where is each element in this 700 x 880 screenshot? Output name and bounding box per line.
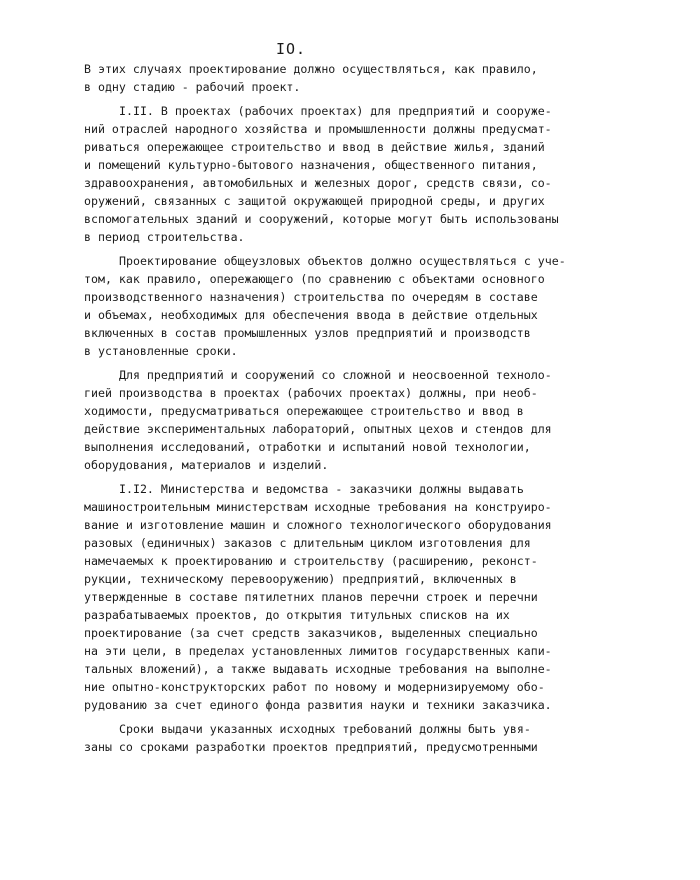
- text-line: проектирование (за счет средств заказчиков, выделенных специально: [84, 626, 538, 640]
- text-line: Для предприятий и сооружений со сложной и неосвоенной техноло-: [119, 368, 552, 382]
- text-line: утвержденные в составе пятилетних планов перечни строек и перечни: [84, 590, 538, 604]
- page-number: IO.: [276, 40, 307, 58]
- text-line: гией производства в проектах (рабочих проектах) должны, при необ-: [84, 386, 538, 400]
- text-line: включенных в состав промышленных узлов предприятий и производств: [84, 326, 531, 340]
- text-line: Проектирование общеузловых объектов должно осуществляться с уче-: [119, 254, 566, 268]
- text-line: в период строительства.: [84, 230, 245, 244]
- text-line: оборудования, материалов и изделий.: [84, 458, 329, 472]
- text-line: производственного назначения) строительства по очередям в составе: [84, 290, 538, 304]
- text-line: том, как правило, опережающего (по сравнению с объектами основного: [84, 272, 545, 286]
- text-line: и помещений культурно-бытового назначения, общественного питания,: [84, 158, 538, 172]
- text-line: рудованию за счет единого фонда развития науки и техники заказчика.: [84, 698, 552, 712]
- text-line: в установленные сроки.: [84, 344, 238, 358]
- text-line: рукции, техническому перевооружению) предприятий, включенных в: [84, 572, 517, 586]
- text-line: намечаемых к проектированию и строительству (расширению, реконст-: [84, 554, 538, 568]
- text-line: на эти цели, в пределах установленных лимитов государственных капи-: [84, 644, 552, 658]
- text-line: и объемах, необходимых для обеспечения ввода в действие отдельных: [84, 308, 538, 322]
- text-line: тальных вложений), а также выдавать исходные требования на выполне-: [84, 662, 552, 676]
- text-line: В этих случаях проектирование должно осуществляться, как правило,: [84, 62, 538, 76]
- text-line: оружений, связанных с защитой окружающей природной среды, и других: [84, 194, 545, 208]
- text-line: выполнения исследований, отработки и испытаний новой технологии,: [84, 440, 531, 454]
- text-line: действие экспериментальных лабораторий, опытных цехов и стендов для: [84, 422, 552, 436]
- text-line: I.II. В проектах (рабочих проектах) для предприятий и сооруже-: [119, 104, 552, 118]
- text-line: вание и изготовление машин и сложного технологического оборудования: [84, 518, 552, 532]
- text-line: здравоохранения, автомобильных и железных дорог, средств связи, со-: [84, 176, 552, 190]
- text-line: I.I2. Министерства и ведомства - заказчики должны выдавать: [119, 482, 524, 496]
- text-line: вспомогательных зданий и сооружений, которые могут быть использованы: [84, 212, 559, 226]
- text-line: риваться опережающее строительство и ввод в действие жилья, зданий: [84, 140, 545, 154]
- text-line: ние опытно-конструкторских работ по новому и модернизируемому обо-: [84, 680, 545, 694]
- text-line: разрабатываемых проектов, до открытия титульных списков на их: [84, 608, 510, 622]
- text-line: ний отраслей народного хозяйства и промышленности должны предусмат-: [84, 122, 552, 136]
- text-line: в одну стадию - рабочий проект.: [84, 80, 301, 94]
- text-line: ходимости, предусматриваться опережающее строительство и ввод в: [84, 404, 524, 418]
- text-line: машиностроительным министерствам исходные требования на конструиро-: [84, 500, 552, 514]
- text-line: заны со сроками разработки проектов предприятий, предусмотренными: [84, 740, 538, 754]
- text-line: Сроки выдачи указанных исходных требований должны быть увя-: [119, 722, 531, 736]
- text-line: разовых (единичных) заказов с длительным циклом изготовления для: [84, 536, 531, 550]
